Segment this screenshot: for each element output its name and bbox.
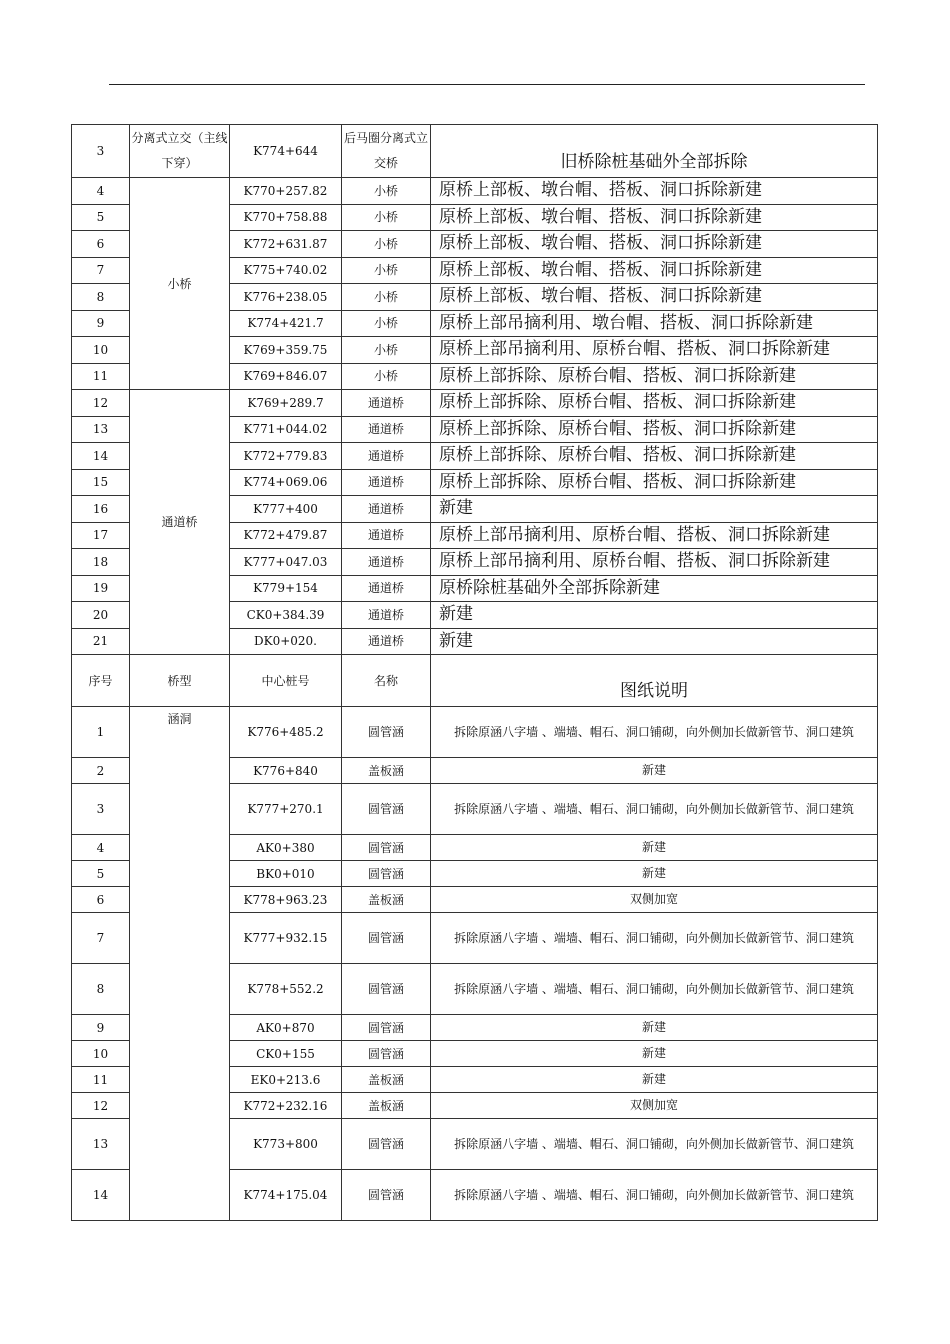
seq-cell: 3 xyxy=(72,784,130,835)
description-cell: 新建 xyxy=(431,1067,878,1093)
seq-cell: 15 xyxy=(72,469,130,496)
name-cell: 圆管涵 xyxy=(342,707,431,758)
seq-cell: 8 xyxy=(72,284,130,311)
description-cell: 拆除原涵八字墙 、端墙、帽石、洞口铺砌，向外侧加长做新管节、洞口建筑 xyxy=(431,1170,878,1221)
name-cell: 圆管涵 xyxy=(342,913,431,964)
culvert-group xyxy=(72,707,878,1221)
column-header-seq: 序号 xyxy=(72,655,130,707)
pile-cell: K775+740.02 xyxy=(230,257,342,284)
name-cell: 圆管涵 xyxy=(342,784,431,835)
pile-cell: K772+779.83 xyxy=(230,443,342,470)
name-cell: 小桥 xyxy=(342,363,431,390)
description-cell: 拆除原涵八字墙 、端墙、帽石、洞口铺砌，向外侧加长做新管节、洞口建筑 xyxy=(431,913,878,964)
pile-cell: K778+963.23 xyxy=(230,887,342,913)
description-cell: 拆除原涵八字墙 、端墙、帽石、洞口铺砌，向外侧加长做新管节、洞口建筑 xyxy=(431,1119,878,1170)
column-header-name: 名称 xyxy=(342,655,431,707)
pile-cell: K777+270.1 xyxy=(230,784,342,835)
seq-cell: 11 xyxy=(72,1067,130,1093)
seq-cell: 2 xyxy=(72,758,130,784)
pile-cell: K778+552.2 xyxy=(230,964,342,1015)
seq-cell: 12 xyxy=(72,1093,130,1119)
name-cell: 圆管涵 xyxy=(342,1119,431,1170)
name-cell: 盖板涵 xyxy=(342,1093,431,1119)
seq-cell: 14 xyxy=(72,1170,130,1221)
pile-cell: K769+846.07 xyxy=(230,363,342,390)
column-header-type: 桥型 xyxy=(130,655,230,707)
table-row xyxy=(72,707,878,758)
seq-cell: 7 xyxy=(72,257,130,284)
description-cell: 原桥上部板、墩台帽、搭板、洞口拆除新建 xyxy=(431,231,878,258)
description-cell: 新建 xyxy=(431,602,878,629)
seq-cell: 16 xyxy=(72,496,130,523)
pile-cell: K776+238.05 xyxy=(230,284,342,311)
pile-cell: K771+044.02 xyxy=(230,416,342,443)
description-cell: 原桥上部拆除、原桥台帽、搭板、洞口拆除新建 xyxy=(431,443,878,470)
name-cell: 后马圈分离式立交桥 xyxy=(342,125,431,178)
bridge-type-cell: 通道桥 xyxy=(130,390,230,655)
name-cell: 圆管涵 xyxy=(342,861,431,887)
name-cell: 小桥 xyxy=(342,231,431,258)
seq-cell: 21 xyxy=(72,628,130,655)
description-cell: 新建 xyxy=(431,758,878,784)
name-cell: 圆管涵 xyxy=(342,1015,431,1041)
description-cell: 拆除原涵八字墙 、端墙、帽石、洞口铺砌，向外侧加长做新管节、洞口建筑 xyxy=(431,707,878,758)
description-cell: 双侧加宽 xyxy=(431,1093,878,1119)
description-cell: 原桥上部板、墩台帽、搭板、洞口拆除新建 xyxy=(431,257,878,284)
page-header-rule xyxy=(109,84,865,85)
bridge-culvert-table xyxy=(71,124,878,1221)
name-cell: 盖板涵 xyxy=(342,887,431,913)
seq-cell: 5 xyxy=(72,204,130,231)
description-cell: 新建 xyxy=(431,628,878,655)
description-cell: 原桥上部板、墩台帽、搭板、洞口拆除新建 xyxy=(431,204,878,231)
description-cell: 旧桥除桩基础外全部拆除 xyxy=(431,125,878,178)
seq-cell: 18 xyxy=(72,549,130,576)
pile-cell: BK0+010 xyxy=(230,861,342,887)
bridge-type-cell: 涵洞 xyxy=(130,707,230,1221)
pile-cell: CK0+384.39 xyxy=(230,602,342,629)
description-cell: 新建 xyxy=(431,496,878,523)
name-cell: 小桥 xyxy=(342,257,431,284)
table-row xyxy=(72,390,878,417)
name-cell: 通道桥 xyxy=(342,522,431,549)
name-cell: 盖板涵 xyxy=(342,758,431,784)
name-cell: 通道桥 xyxy=(342,628,431,655)
seq-cell: 20 xyxy=(72,602,130,629)
seq-cell: 4 xyxy=(72,835,130,861)
small-bridge-group xyxy=(72,178,878,390)
name-cell: 通道桥 xyxy=(342,469,431,496)
pile-cell: K776+840 xyxy=(230,758,342,784)
seq-cell: 11 xyxy=(72,363,130,390)
seq-cell: 8 xyxy=(72,964,130,1015)
table-header-row xyxy=(72,655,878,707)
name-cell: 通道桥 xyxy=(342,443,431,470)
name-cell: 小桥 xyxy=(342,204,431,231)
description-cell: 原桥上部拆除、原桥台帽、搭板、洞口拆除新建 xyxy=(431,469,878,496)
pile-cell: K774+175.04 xyxy=(230,1170,342,1221)
name-cell: 圆管涵 xyxy=(342,1041,431,1067)
description-cell: 原桥上部板、墩台帽、搭板、洞口拆除新建 xyxy=(431,284,878,311)
seq-cell: 14 xyxy=(72,443,130,470)
name-cell: 通道桥 xyxy=(342,602,431,629)
name-cell: 圆管涵 xyxy=(342,835,431,861)
description-cell: 双侧加宽 xyxy=(431,887,878,913)
pile-cell: AK0+870 xyxy=(230,1015,342,1041)
description-cell: 原桥上部吊摘利用、原桥台帽、搭板、洞口拆除新建 xyxy=(431,337,878,364)
seq-cell: 10 xyxy=(72,337,130,364)
name-cell: 圆管涵 xyxy=(342,1170,431,1221)
pile-cell: K770+758.88 xyxy=(230,204,342,231)
seq-cell: 4 xyxy=(72,178,130,205)
pile-cell: EK0+213.6 xyxy=(230,1067,342,1093)
description-cell: 拆除原涵八字墙 、端墙、帽石、洞口铺砌，向外侧加长做新管节、洞口建筑 xyxy=(431,964,878,1015)
pile-cell: CK0+155 xyxy=(230,1041,342,1067)
description-cell: 拆除原涵八字墙 、端墙、帽石、洞口铺砌，向外侧加长做新管节、洞口建筑 xyxy=(431,784,878,835)
description-cell: 原桥上部吊摘利用、原桥台帽、搭板、洞口拆除新建 xyxy=(431,522,878,549)
description-cell: 原桥除桩基础外全部拆除新建 xyxy=(431,575,878,602)
bridge-type-cell: 分离式立交（主线下穿） xyxy=(130,125,230,178)
name-cell: 盖板涵 xyxy=(342,1067,431,1093)
seq-cell: 13 xyxy=(72,416,130,443)
seq-cell: 12 xyxy=(72,390,130,417)
description-cell: 原桥上部吊摘利用、墩台帽、搭板、洞口拆除新建 xyxy=(431,310,878,337)
description-cell: 原桥上部吊摘利用、原桥台帽、搭板、洞口拆除新建 xyxy=(431,549,878,576)
pile-cell: AK0+380 xyxy=(230,835,342,861)
seq-cell: 3 xyxy=(72,125,130,178)
pile-cell: K769+289.7 xyxy=(230,390,342,417)
name-cell: 小桥 xyxy=(342,178,431,205)
name-cell: 通道桥 xyxy=(342,496,431,523)
description-cell: 原桥上部板、墩台帽、搭板、洞口拆除新建 xyxy=(431,178,878,205)
pile-cell: K772+631.87 xyxy=(230,231,342,258)
description-cell: 原桥上部拆除、原桥台帽、搭板、洞口拆除新建 xyxy=(431,416,878,443)
description-cell: 新建 xyxy=(431,1015,878,1041)
seq-cell: 19 xyxy=(72,575,130,602)
seq-cell: 13 xyxy=(72,1119,130,1170)
name-cell: 圆管涵 xyxy=(342,964,431,1015)
seq-cell: 9 xyxy=(72,1015,130,1041)
description-cell: 新建 xyxy=(431,861,878,887)
pile-cell: K773+800 xyxy=(230,1119,342,1170)
passage-bridge-group xyxy=(72,390,878,655)
pile-cell: K777+932.15 xyxy=(230,913,342,964)
table-row xyxy=(72,125,878,178)
description-cell: 新建 xyxy=(431,835,878,861)
pile-cell: K769+359.75 xyxy=(230,337,342,364)
pile-cell: K772+479.87 xyxy=(230,522,342,549)
pile-cell: K777+400 xyxy=(230,496,342,523)
pile-cell: K777+047.03 xyxy=(230,549,342,576)
seq-cell: 1 xyxy=(72,707,130,758)
pile-cell: K779+154 xyxy=(230,575,342,602)
seq-cell: 7 xyxy=(72,913,130,964)
seq-cell: 10 xyxy=(72,1041,130,1067)
pile-cell: K774+069.06 xyxy=(230,469,342,496)
pile-cell: DK0+020. xyxy=(230,628,342,655)
name-cell: 通道桥 xyxy=(342,390,431,417)
seq-cell: 9 xyxy=(72,310,130,337)
name-cell: 小桥 xyxy=(342,284,431,311)
pile-cell: K774+421.7 xyxy=(230,310,342,337)
name-cell: 通道桥 xyxy=(342,549,431,576)
name-cell: 小桥 xyxy=(342,310,431,337)
seq-cell: 6 xyxy=(72,231,130,258)
pile-cell: K770+257.82 xyxy=(230,178,342,205)
description-cell: 新建 xyxy=(431,1041,878,1067)
column-header-pile: 中心桩号 xyxy=(230,655,342,707)
seq-cell: 17 xyxy=(72,522,130,549)
bridge-type-cell: 小桥 xyxy=(130,178,230,390)
pile-cell: K774+644 xyxy=(230,125,342,178)
description-cell: 原桥上部拆除、原桥台帽、搭板、洞口拆除新建 xyxy=(431,363,878,390)
description-cell: 原桥上部拆除、原桥台帽、搭板、洞口拆除新建 xyxy=(431,390,878,417)
column-header-description: 图纸说明 xyxy=(431,655,878,707)
pile-cell: K772+232.16 xyxy=(230,1093,342,1119)
table-row xyxy=(72,178,878,205)
pile-cell: K776+485.2 xyxy=(230,707,342,758)
name-cell: 小桥 xyxy=(342,337,431,364)
name-cell: 通道桥 xyxy=(342,575,431,602)
name-cell: 通道桥 xyxy=(342,416,431,443)
seq-cell: 6 xyxy=(72,887,130,913)
seq-cell: 5 xyxy=(72,861,130,887)
